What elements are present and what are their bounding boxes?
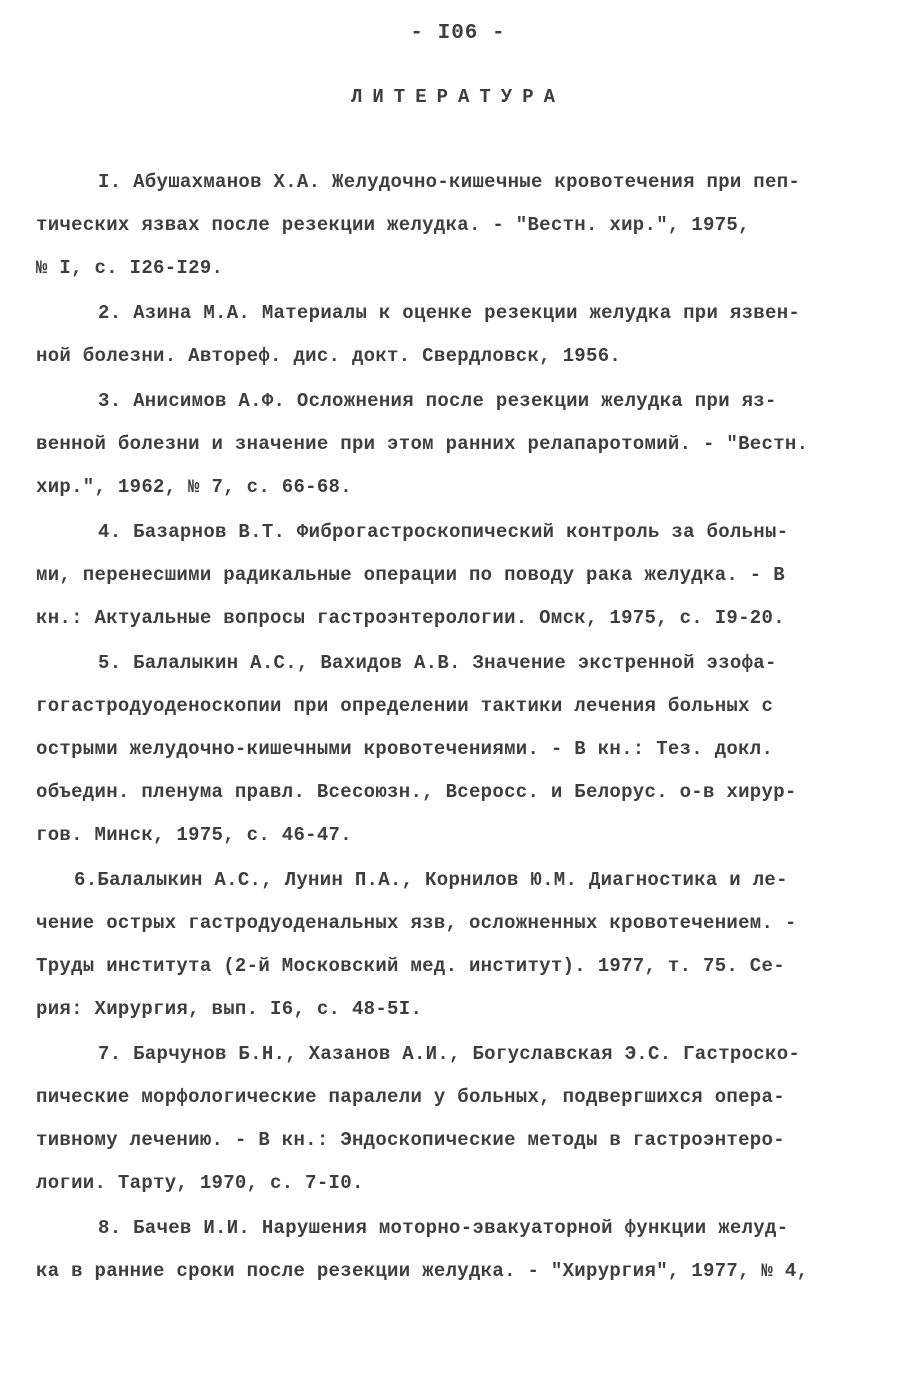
reference-line: № I, с. I26-I29. xyxy=(36,257,224,279)
reference-first-line: 4. Базарнов В.Т. Фиброгастроскопический контроль за больны- xyxy=(98,521,789,543)
reference-first-line: 6.Балалыкин А.С., Лунин П.А., Корнилов Ю.М. Диагностика и ле- xyxy=(74,869,788,891)
reference-line: кн.: Актуальные вопросы гастроэнтерологии. Омск, 1975, с. I9-20. xyxy=(36,607,785,629)
reference-line: ка в ранние сроки после резекции желудка. - "Хирургия", 1977, № 4, xyxy=(36,1260,809,1282)
reference-first-line: 3. Анисимов А.Ф. Осложнения после резекции желудка при яз- xyxy=(98,390,777,412)
reference-line: ной болезни. Автореф. дис. докт. Свердловск, 1956. xyxy=(36,345,622,367)
reference-item xyxy=(36,161,882,290)
reference-line: хир.", 1962, № 7, с. 66-68. xyxy=(36,476,352,498)
reference-line: гогастродуоденоскопии при определении тактики лечения больных с xyxy=(36,695,774,717)
reference-first-line: 2. Азина М.А. Материалы к оценке резекции желудка при язвен- xyxy=(98,302,801,324)
reference-line: чение острых гастродуоденальных язв, осложненных кровотечением. - xyxy=(36,912,797,934)
reference-item xyxy=(36,511,882,640)
reference-list xyxy=(36,161,882,1295)
page-title: ЛИТЕРАТУРА xyxy=(350,86,566,108)
reference-item xyxy=(36,380,882,509)
reference-line: тивному лечению. - В кн.: Эндоскопические методы в гастроэнтеро- xyxy=(36,1129,785,1151)
reference-line: гов. Минск, 1975, с. 46-47. xyxy=(36,824,352,846)
reference-line: острыми желудочно-кишечными кровотечениями. - В кн.: Тез. докл. xyxy=(36,738,774,760)
reference-line: Труды института (2-й Московский мед. институт). 1977, т. 75. Се- xyxy=(36,955,785,977)
reference-item xyxy=(36,292,882,378)
reference-line: тических язвах после резекции желудка. - "Вестн. хир.", 1975, xyxy=(36,214,750,236)
reference-first-line: 5. Балалыкин А.С., Вахидов А.В. Значение экстренной эзофа- xyxy=(98,652,777,674)
reference-line: рия: Хирургия, вып. I6, с. 48-5I. xyxy=(36,998,423,1020)
reference-first-line: 7. Барчунов Б.Н., Хазанов А.И., Богуславская Э.С. Гастроско- xyxy=(98,1043,801,1065)
reference-line: ми, перенесшими радикальные операции по поводу рака желудка. - В xyxy=(36,564,785,586)
reference-line: пические морфологические паралели у больных, подвергшихся опера- xyxy=(36,1086,785,1108)
reference-item xyxy=(36,1033,882,1205)
reference-line: логии. Тарту, 1970, с. 7-I0. xyxy=(36,1172,364,1194)
reference-item xyxy=(36,859,882,1031)
page-number: - I06 - xyxy=(410,22,506,45)
reference-item xyxy=(36,642,882,857)
reference-first-line: I. Абушахманов Х.А. Желудочно-кишечные кровотечения при пеп- xyxy=(98,171,801,193)
reference-line: объедин. пленума правл. Всесоюзн., Всеросс. и Белорус. о-в хирур- xyxy=(36,781,797,803)
reference-item xyxy=(36,1207,882,1293)
reference-first-line: 8. Бачев И.И. Нарушения моторно-эвакуаторной функции желуд- xyxy=(98,1217,789,1239)
reference-line: венной болезни и значение при этом ранних релапаротомий. - "Вестн. xyxy=(36,433,809,455)
